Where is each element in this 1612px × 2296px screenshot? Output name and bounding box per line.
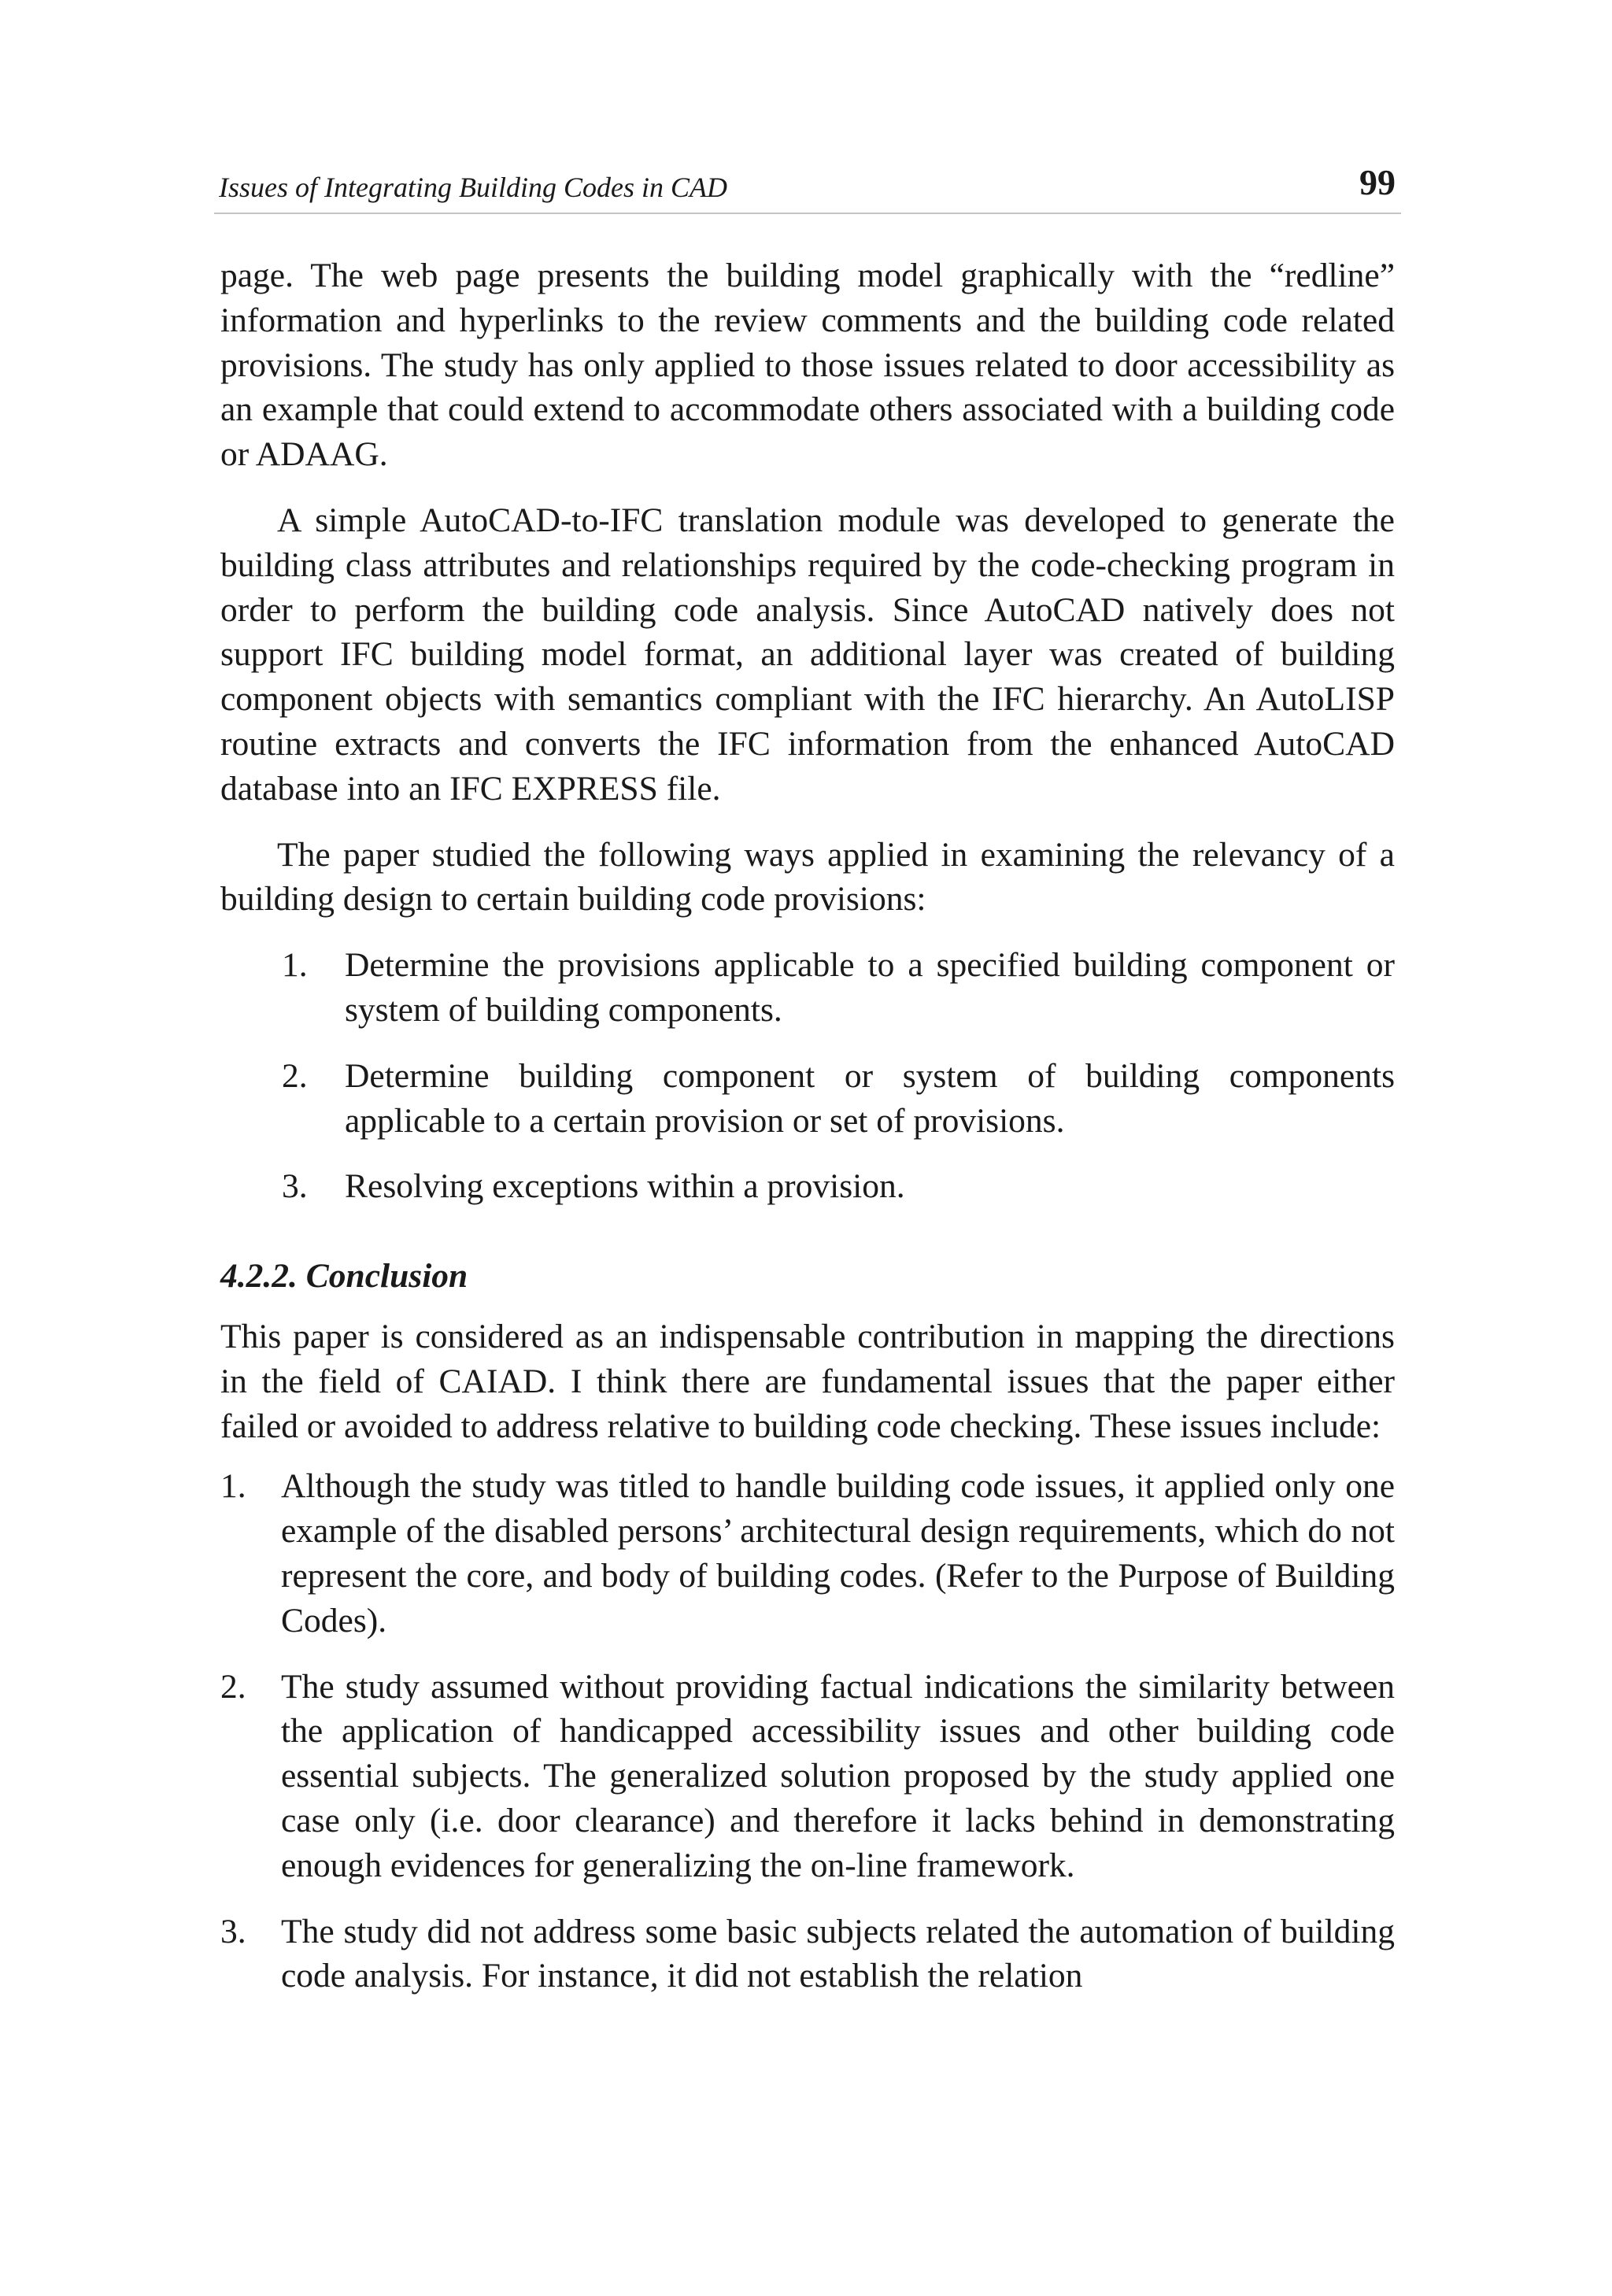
list-item-text: The study did not address some basic subjects related the automation of building code analysis. For instance, it did not establish the relation bbox=[281, 1912, 1395, 1995]
list-item bbox=[220, 943, 1395, 1033]
paragraph-conclusion: This paper is considered as an indispensable contribution in mapping the directions in the field of CAIAD. I think there are fundamental issues that the paper either failed or avoided to address relative to building code checking. These issues include: bbox=[220, 1317, 1395, 1445]
list-item-number: 1. bbox=[282, 946, 308, 985]
paragraph-translation-module: A simple AutoCAD-to-IFC translation module was developed to generate the building class attributes and relationships required by the code-checking program in order to perform the building code analysis. Since AutoCAD natively does not support IFC building model format, an additional layer was created of building component objects with semantics compliant with the IFC hierarchy. An AutoLISP routine extracts and converts the IFC information from the enhanced AutoCAD database into an IFC EXPRESS file. bbox=[220, 501, 1395, 808]
header-rule bbox=[214, 213, 1401, 214]
list-item bbox=[220, 1054, 1395, 1144]
page-body bbox=[220, 253, 1395, 1998]
running-title: Issues of Integrating Building Codes in CAD bbox=[219, 172, 727, 203]
paragraph-web-page: page. The web page presents the building model graphically with the “redline” information and hyperlinks to the review comments and the building code related provisions. The study has only applied to those issues related to door accessibility as an example that could extend to accommodate others associated with a building code or ADAAG. bbox=[220, 257, 1395, 474]
list-item-text: The study assumed without providing factual indications the similarity between the application of handicapped accessibility issues and other building code essential subjects. The generalized solution proposed by the study applied one case only (i.e. door clearance) and therefore it lacks behind in demonstrating enough evidences for generalizing the on-line framework. bbox=[281, 1667, 1395, 1884]
list-item-number: 3. bbox=[220, 1912, 246, 1950]
page-header bbox=[219, 162, 1396, 209]
list-item-text: Determine the provisions applicable to a specified building component or system of building components. bbox=[345, 946, 1395, 1029]
list-item-text: Determine building component or system of building components applicable to a certain provision or set of provisions. bbox=[345, 1056, 1395, 1140]
section-heading: 4.2.2. Conclusion bbox=[220, 1257, 468, 1296]
list-item-text: Resolving exceptions within a provision. bbox=[345, 1167, 905, 1206]
list-item-number: 2. bbox=[282, 1056, 308, 1095]
list-item bbox=[220, 1910, 1395, 1999]
list-item bbox=[220, 1464, 1395, 1643]
page-number: 99 bbox=[1359, 162, 1396, 202]
ways-list bbox=[220, 943, 1395, 1209]
list-item bbox=[220, 1164, 1395, 1209]
list-item-number: 2. bbox=[220, 1667, 246, 1706]
list-item-number: 1. bbox=[220, 1467, 246, 1506]
list-item-number: 3. bbox=[282, 1167, 308, 1206]
issues-list bbox=[220, 1464, 1395, 1998]
list-item-text: Although the study was titled to handle building code issues, it applied only one example of the disabled persons’ architectural design requirements, which do not represent the core, and body of building codes. (Refer to the Purpose of Building Codes). bbox=[281, 1467, 1395, 1640]
paragraph-ways-intro: The paper studied the following ways applied in examining the relevancy of a building design to certain building code provisions: bbox=[220, 835, 1395, 919]
list-item bbox=[220, 1665, 1395, 1888]
